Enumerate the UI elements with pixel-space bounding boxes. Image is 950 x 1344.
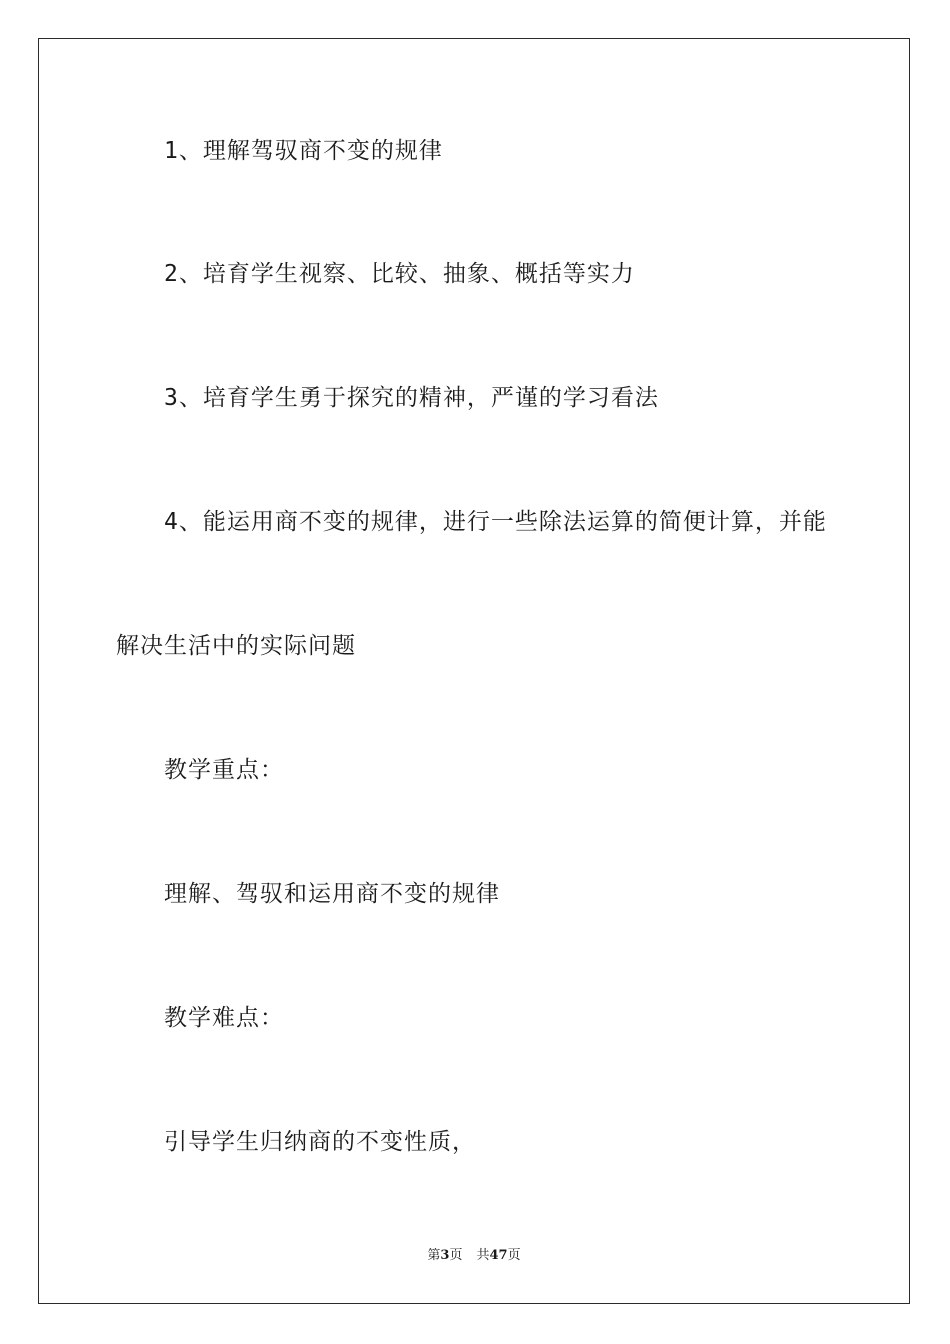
document-page (38, 38, 910, 1304)
objective-4-continued: 解决生活中的实际问题 (116, 633, 356, 659)
difficulty-text: 引导学生归纳商的不变性质， (164, 1129, 476, 1155)
key-point-text: 理解、驾驭和运用商不变的规律 (164, 881, 500, 907)
page-number: 3 (440, 1248, 450, 1263)
objective-1: 1、理解驾驭商不变的规律 (164, 138, 443, 164)
objective-3: 3、培育学生勇于探究的精神，严谨的学习看法 (164, 385, 659, 411)
objective-4: 4、能运用商不变的规律，进行一些除法运算的简便计算，并能 (164, 509, 827, 535)
key-point-heading: 教学重点： (164, 757, 284, 783)
page-suffix: 页 (449, 1248, 463, 1263)
total-suffix: 页 (507, 1248, 521, 1263)
difficulty-heading: 教学难点： (164, 1005, 284, 1031)
total-pages: 47 (489, 1248, 508, 1263)
objective-2: 2、培育学生视察、比较、抽象、概括等实力 (164, 261, 635, 287)
page-prefix: 第 (427, 1248, 441, 1263)
page-footer (39, 1247, 909, 1265)
total-prefix: 共 (476, 1248, 490, 1263)
